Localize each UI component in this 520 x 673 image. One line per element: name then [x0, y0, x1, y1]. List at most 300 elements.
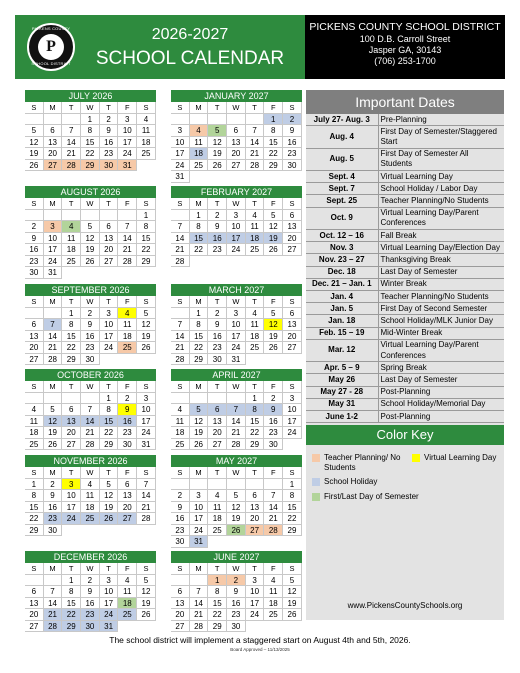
date-cell: Oct. 9 — [306, 207, 378, 229]
day-cell: 22 — [246, 427, 265, 439]
day-cell: 21 — [190, 609, 209, 621]
day-cell: 17 — [62, 502, 81, 514]
day-cell: 23 — [208, 244, 227, 256]
day-cell: 8 — [283, 490, 302, 502]
month-grid — [25, 102, 156, 171]
day-cell: 9 — [264, 404, 283, 416]
day-cell: 3 — [283, 393, 302, 405]
empty-day — [171, 114, 190, 126]
date-cell: June 1-2 — [306, 411, 378, 423]
day-cell: 1 — [208, 575, 227, 587]
day-cell: 19 — [264, 233, 283, 245]
month-december-2026 — [25, 551, 156, 632]
weekday-header: M — [190, 198, 209, 210]
day-cell: 14 — [44, 331, 63, 343]
day-cell: 20 — [171, 609, 190, 621]
day-cell: 15 — [100, 416, 119, 428]
day-cell: 10 — [171, 137, 190, 149]
weekday-header: T — [208, 198, 227, 210]
day-cell: 8 — [190, 221, 209, 233]
day-cell: 28 — [171, 256, 190, 268]
day-cell: 7 — [118, 221, 137, 233]
weekday-header: F — [118, 467, 137, 479]
day-cell: 5 — [227, 490, 246, 502]
date-cell: Sept. 4 — [306, 171, 378, 183]
day-cell: 23 — [25, 256, 44, 268]
day-cell: 27 — [118, 513, 137, 525]
important-date-row — [306, 278, 504, 290]
district-name: PICKENS COUNTY SCHOOL DISTRICT — [309, 21, 501, 33]
weekday-header: S — [137, 381, 156, 393]
event-cell: Thanksgiving Break — [378, 254, 504, 266]
day-cell: 4 — [81, 479, 100, 491]
weekday-header: S — [137, 102, 156, 114]
weekday-header: T — [62, 296, 81, 308]
weekday-header: T — [100, 563, 119, 575]
day-cell: 16 — [171, 513, 190, 525]
day-cell: 15 — [190, 331, 209, 343]
day-cell: 12 — [81, 233, 100, 245]
color-key-title: Color Key — [306, 425, 504, 445]
day-cell: 14 — [137, 490, 156, 502]
empty-day — [100, 210, 119, 222]
weekday-header: T — [246, 467, 265, 479]
day-cell: 24 — [227, 342, 246, 354]
day-cell: 16 — [227, 598, 246, 610]
weekday-header: F — [118, 296, 137, 308]
day-cell: 24 — [44, 256, 63, 268]
day-cell: 18 — [246, 233, 265, 245]
weekday-header: M — [44, 381, 63, 393]
day-cell: 18 — [171, 427, 190, 439]
weekday-header: F — [264, 296, 283, 308]
day-cell: 4 — [118, 575, 137, 587]
weekday-header: M — [190, 296, 209, 308]
day-cell: 13 — [171, 598, 190, 610]
day-cell: 18 — [137, 137, 156, 149]
weekday-header: W — [81, 381, 100, 393]
empty-day — [62, 114, 81, 126]
weekday-header: W — [227, 296, 246, 308]
day-cell: 30 — [118, 439, 137, 451]
month-title: MARCH 2027 — [171, 284, 302, 296]
day-cell: 2 — [171, 490, 190, 502]
empty-day — [208, 479, 227, 491]
blue-swatch — [312, 478, 320, 486]
day-cell: 2 — [208, 308, 227, 320]
day-cell: 25 — [118, 342, 137, 354]
day-cell: 20 — [246, 513, 265, 525]
day-cell: 6 — [44, 125, 63, 137]
day-cell: 1 — [137, 210, 156, 222]
month-title: FEBRUARY 2027 — [171, 186, 302, 198]
day-cell: 5 — [137, 308, 156, 320]
day-cell: 5 — [190, 404, 209, 416]
day-cell: 31 — [44, 267, 63, 279]
event-cell: First Day of Semester All Students — [378, 148, 504, 170]
day-cell: 14 — [246, 137, 265, 149]
day-cell: 14 — [118, 233, 137, 245]
month-november-2026 — [25, 455, 156, 536]
day-cell: 22 — [81, 148, 100, 160]
day-cell: 7 — [137, 479, 156, 491]
day-cell: 27 — [227, 160, 246, 172]
day-cell: 2 — [208, 210, 227, 222]
weekday-header: S — [137, 296, 156, 308]
day-cell: 16 — [208, 331, 227, 343]
day-cell: 4 — [118, 308, 137, 320]
weekday-header: F — [264, 467, 283, 479]
date-cell: Apr. 5 – 9 — [306, 362, 378, 374]
day-cell: 2 — [264, 393, 283, 405]
day-cell: 14 — [171, 233, 190, 245]
day-cell: 24 — [283, 427, 302, 439]
day-cell: 21 — [171, 244, 190, 256]
day-cell: 29 — [246, 439, 265, 451]
day-cell: 31 — [190, 536, 209, 548]
day-cell: 12 — [264, 319, 283, 331]
day-cell: 26 — [227, 525, 246, 537]
day-cell: 4 — [208, 490, 227, 502]
day-cell: 18 — [81, 502, 100, 514]
month-grid — [171, 102, 302, 183]
day-cell: 14 — [81, 416, 100, 428]
day-cell: 12 — [100, 490, 119, 502]
day-cell: 20 — [283, 233, 302, 245]
day-cell: 6 — [25, 319, 44, 331]
month-title: AUGUST 2026 — [25, 186, 156, 198]
day-cell: 9 — [25, 233, 44, 245]
date-cell: Dec. 21 – Jan. 1 — [306, 278, 378, 290]
day-cell: 17 — [171, 148, 190, 160]
weekday-header: T — [62, 563, 81, 575]
month-title: SEPTEMBER 2026 — [25, 284, 156, 296]
event-cell: Virtual Learning Day/Parent Conferences — [378, 339, 504, 361]
day-cell: 27 — [100, 256, 119, 268]
district-info-block — [305, 15, 505, 79]
month-title: NOVEMBER 2026 — [25, 455, 156, 467]
day-cell: 3 — [62, 479, 81, 491]
day-cell: 9 — [283, 125, 302, 137]
weekday-header: T — [62, 467, 81, 479]
day-cell: 1 — [100, 393, 119, 405]
month-may-2027 — [171, 455, 302, 548]
empty-day — [62, 393, 81, 405]
day-cell: 8 — [25, 490, 44, 502]
day-cell: 25 — [190, 160, 209, 172]
day-cell: 14 — [264, 502, 283, 514]
day-cell: 17 — [137, 416, 156, 428]
day-cell: 20 — [100, 244, 119, 256]
day-cell: 23 — [227, 609, 246, 621]
weekday-header: F — [118, 102, 137, 114]
day-cell: 5 — [264, 210, 283, 222]
day-cell: 31 — [227, 354, 246, 366]
day-cell: 1 — [81, 114, 100, 126]
key-label: Virtual Learning Day — [424, 453, 497, 463]
month-grid — [171, 381, 302, 450]
important-date-row — [306, 254, 504, 266]
day-cell: 6 — [62, 404, 81, 416]
day-cell: 2 — [25, 221, 44, 233]
day-cell: 2 — [81, 575, 100, 587]
day-cell: 30 — [264, 439, 283, 451]
day-cell: 19 — [283, 598, 302, 610]
weekday-header: W — [227, 381, 246, 393]
day-cell: 27 — [283, 342, 302, 354]
day-cell: 20 — [62, 427, 81, 439]
empty-day — [44, 393, 63, 405]
event-cell: Post-Planning — [378, 386, 504, 398]
day-cell: 11 — [118, 319, 137, 331]
day-cell: 7 — [81, 404, 100, 416]
weekday-header: M — [44, 198, 63, 210]
day-cell: 12 — [137, 586, 156, 598]
day-cell: 11 — [118, 586, 137, 598]
key-label: School Holiday — [324, 477, 378, 487]
day-cell: 25 — [264, 609, 283, 621]
day-cell: 25 — [246, 244, 265, 256]
day-cell: 30 — [227, 621, 246, 633]
day-cell: 11 — [137, 125, 156, 137]
weekday-header: T — [62, 381, 81, 393]
day-cell: 25 — [137, 148, 156, 160]
day-cell: 27 — [171, 621, 190, 633]
day-cell: 23 — [81, 609, 100, 621]
key-school-holiday — [312, 477, 462, 487]
day-cell: 22 — [283, 513, 302, 525]
day-cell: 18 — [208, 513, 227, 525]
day-cell: 1 — [190, 308, 209, 320]
day-cell: 16 — [81, 598, 100, 610]
day-cell: 29 — [137, 256, 156, 268]
day-cell: 25 — [118, 609, 137, 621]
day-cell: 5 — [283, 575, 302, 587]
day-cell: 22 — [100, 427, 119, 439]
day-cell: 1 — [283, 479, 302, 491]
month-april-2027 — [171, 369, 302, 450]
weekday-header: T — [100, 381, 119, 393]
day-cell: 29 — [100, 439, 119, 451]
day-cell: 12 — [208, 137, 227, 149]
day-cell: 7 — [62, 125, 81, 137]
day-cell: 17 — [227, 233, 246, 245]
day-cell: 27 — [62, 439, 81, 451]
day-cell: 9 — [81, 586, 100, 598]
month-title: JULY 2026 — [25, 90, 156, 102]
day-cell: 13 — [44, 137, 63, 149]
day-cell: 17 — [227, 331, 246, 343]
day-cell: 10 — [100, 586, 119, 598]
district-address-1: 100 D.B. Carroll Street — [359, 34, 451, 44]
day-cell: 3 — [227, 308, 246, 320]
empty-day — [81, 393, 100, 405]
weekday-header: F — [264, 563, 283, 575]
important-date-row — [306, 171, 504, 183]
day-cell: 2 — [44, 479, 63, 491]
day-cell: 16 — [118, 416, 137, 428]
weekday-header: S — [283, 563, 302, 575]
day-cell: 9 — [227, 586, 246, 598]
weekday-header: S — [171, 102, 190, 114]
day-cell: 14 — [44, 598, 63, 610]
weekday-header: F — [118, 198, 137, 210]
logo-letter: P — [38, 34, 64, 60]
district-phone: (706) 253-1700 — [374, 56, 436, 66]
day-cell: 24 — [118, 148, 137, 160]
day-cell: 21 — [171, 342, 190, 354]
day-cell: 26 — [190, 439, 209, 451]
day-cell: 18 — [62, 244, 81, 256]
day-cell: 25 — [171, 439, 190, 451]
important-date-row — [306, 386, 504, 398]
day-cell: 2 — [81, 308, 100, 320]
key-virtual-learning — [412, 453, 504, 463]
empty-day — [246, 479, 265, 491]
empty-day — [25, 114, 44, 126]
weekday-header: S — [283, 296, 302, 308]
day-cell: 24 — [171, 160, 190, 172]
day-cell: 5 — [81, 221, 100, 233]
day-cell: 18 — [118, 331, 137, 343]
important-date-row — [306, 291, 504, 303]
day-cell: 16 — [283, 137, 302, 149]
weekday-header: M — [44, 563, 63, 575]
day-cell: 17 — [190, 513, 209, 525]
empty-day — [171, 308, 190, 320]
day-cell: 14 — [171, 331, 190, 343]
day-cell: 4 — [62, 221, 81, 233]
day-cell: 24 — [137, 427, 156, 439]
day-cell: 10 — [246, 586, 265, 598]
weekday-header: T — [208, 102, 227, 114]
day-cell: 6 — [100, 221, 119, 233]
empty-day — [227, 114, 246, 126]
weekday-header: S — [171, 296, 190, 308]
date-cell: Jan. 5 — [306, 303, 378, 315]
empty-day — [208, 393, 227, 405]
day-cell: 2 — [118, 393, 137, 405]
day-cell: 10 — [190, 502, 209, 514]
day-cell: 24 — [227, 244, 246, 256]
empty-day — [44, 114, 63, 126]
day-cell: 18 — [246, 331, 265, 343]
event-cell: Teacher Planning/No Students — [378, 195, 504, 207]
weekday-header: S — [137, 467, 156, 479]
day-cell: 14 — [62, 137, 81, 149]
important-date-row — [306, 362, 504, 374]
event-cell: School Holiday/Memorial Day — [378, 398, 504, 410]
day-cell: 7 — [190, 586, 209, 598]
day-cell: 23 — [171, 525, 190, 537]
day-cell: 2 — [283, 114, 302, 126]
weekday-header: F — [264, 198, 283, 210]
day-cell: 15 — [246, 416, 265, 428]
day-cell: 19 — [208, 148, 227, 160]
day-cell: 16 — [264, 416, 283, 428]
event-cell: Winter Break — [378, 278, 504, 290]
date-cell: Sept. 7 — [306, 183, 378, 195]
day-cell: 19 — [137, 331, 156, 343]
empty-day — [25, 393, 44, 405]
empty-day — [62, 210, 81, 222]
day-cell: 15 — [264, 137, 283, 149]
weekday-header: T — [62, 198, 81, 210]
empty-day — [25, 210, 44, 222]
day-cell: 10 — [44, 233, 63, 245]
orange-swatch — [312, 454, 320, 462]
day-cell: 28 — [137, 513, 156, 525]
day-cell: 4 — [171, 404, 190, 416]
day-cell: 9 — [208, 221, 227, 233]
day-cell: 30 — [171, 536, 190, 548]
weekday-header: W — [81, 563, 100, 575]
date-cell: Oct. 12 – 16 — [306, 230, 378, 242]
day-cell: 6 — [227, 125, 246, 137]
day-cell: 24 — [246, 609, 265, 621]
weekday-header: S — [137, 198, 156, 210]
day-cell: 14 — [227, 416, 246, 428]
weekday-header: F — [264, 102, 283, 114]
important-date-row — [306, 195, 504, 207]
key-teacher-planning — [312, 453, 412, 473]
day-cell: 25 — [208, 525, 227, 537]
important-date-row — [306, 411, 504, 423]
day-cell: 21 — [227, 427, 246, 439]
weekday-header: S — [25, 381, 44, 393]
empty-day — [246, 114, 265, 126]
day-cell: 25 — [81, 513, 100, 525]
day-cell: 21 — [44, 342, 63, 354]
month-title: APRIL 2027 — [171, 369, 302, 381]
weekday-header: W — [227, 467, 246, 479]
day-cell: 28 — [44, 621, 63, 633]
weekday-header: T — [246, 296, 265, 308]
day-cell: 7 — [171, 221, 190, 233]
day-cell: 27 — [44, 160, 63, 172]
day-cell: 25 — [62, 256, 81, 268]
day-cell: 12 — [264, 221, 283, 233]
weekday-header: W — [81, 467, 100, 479]
date-cell: Jan. 4 — [306, 291, 378, 303]
weekday-header: S — [137, 563, 156, 575]
day-cell: 8 — [62, 586, 81, 598]
day-cell: 9 — [171, 502, 190, 514]
date-cell: Sept. 25 — [306, 195, 378, 207]
day-cell: 28 — [118, 256, 137, 268]
day-cell: 29 — [62, 354, 81, 366]
day-cell: 14 — [190, 598, 209, 610]
weekday-header: S — [25, 198, 44, 210]
day-cell: 20 — [283, 331, 302, 343]
month-february-2027 — [171, 186, 302, 267]
day-cell: 27 — [25, 621, 44, 633]
key-label: First/Last Day of Semester — [324, 492, 419, 502]
important-date-row — [306, 303, 504, 315]
day-cell: 6 — [283, 210, 302, 222]
day-cell: 13 — [100, 233, 119, 245]
day-cell: 1 — [25, 479, 44, 491]
day-cell: 28 — [227, 439, 246, 451]
day-cell: 19 — [190, 427, 209, 439]
day-cell: 13 — [283, 221, 302, 233]
date-cell: Feb. 15 – 19 — [306, 327, 378, 339]
day-cell: 28 — [62, 160, 81, 172]
day-cell: 10 — [118, 125, 137, 137]
day-cell: 16 — [44, 502, 63, 514]
day-cell: 13 — [25, 331, 44, 343]
day-cell: 21 — [44, 609, 63, 621]
